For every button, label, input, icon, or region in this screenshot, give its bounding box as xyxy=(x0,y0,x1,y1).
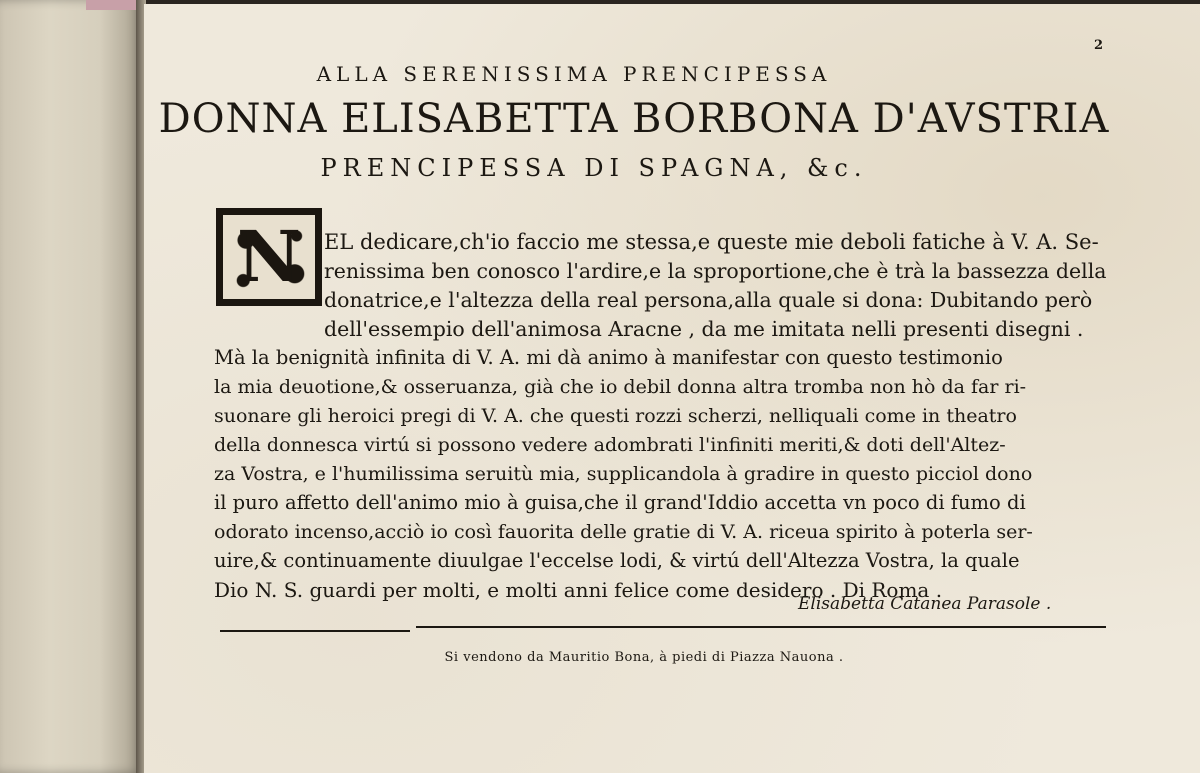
body-line: la mia deuotione,& osseruanza, già che io debil donna altra tromba non hò da far ri- xyxy=(214,376,1027,398)
dedicatee-title: PRENCIPESSA DI SPAGNA, &c. xyxy=(320,154,868,182)
body-line: renissima ben conosco l'ardire,e la sproportione,che è trà la bassezza della xyxy=(324,259,1107,283)
left-page xyxy=(0,0,142,773)
imprint: Si vendono da Mauritio Bona, à piedi di Piazza Nauona . xyxy=(444,650,844,665)
book-page xyxy=(144,4,1200,773)
body-line: Dio N. S. guardi per molti, e molti anni felice come desidero . Di Roma . xyxy=(214,578,943,602)
signature: Elisabetta Catanea Parasole . xyxy=(798,594,1052,614)
body-line: za Vostra, e l'humilissima seruitù mia, supplicandola à gradire in questo picciol dono xyxy=(214,463,1033,485)
body-line: il puro affetto dell'animo mio à guisa,che il grand'Iddio accetta vn poco di fumo di xyxy=(214,491,1026,514)
body-line: Mà la benignità infinita di V. A. mi dà animo à manifestar con questo testimonio xyxy=(214,346,1003,369)
body-line: odorato incenso,acciò io così fauorita delle gratie di V. A. riceua spirito à poterla ser- xyxy=(214,521,1033,543)
left-page-edge xyxy=(86,0,138,10)
dedicatee-name: DONNA ELISABETTA BORBONA D'AVSTRIA xyxy=(158,96,1110,142)
drop-cap-initial xyxy=(216,208,322,306)
body-line: uire,& continuamente diuulgae l'eccelse lodi, & virtú dell'Altezza Vostra, la quale xyxy=(214,549,1020,572)
page-number: 2 xyxy=(1094,38,1104,53)
body-line: della donnesca virtú si possono vedere adombrati l'infiniti meriti,& doti dell'Altez- xyxy=(214,434,1006,456)
rule-left xyxy=(220,630,410,632)
body-line: EL dedicare,ch'io faccio me stessa,e queste mie deboli fatiche à V. A. Se- xyxy=(324,230,1099,254)
rule-right xyxy=(416,626,1106,628)
dedication-heading: ALLA SERENISSIMA PRENCIPESSA xyxy=(316,62,832,86)
drop-cap-letter: N xyxy=(237,215,301,298)
body-line: dell'essempio dell'animosa Aracne , da me imitata nelli presenti disegni . xyxy=(324,317,1084,341)
body-line: suonare gli heroici pregi di V. A. che questi rozzi scherzi, nelliquali come in theatro xyxy=(214,405,1017,427)
body-line: donatrice,e l'altezza della real persona,alla quale si dona: Dubitando però xyxy=(324,288,1093,312)
